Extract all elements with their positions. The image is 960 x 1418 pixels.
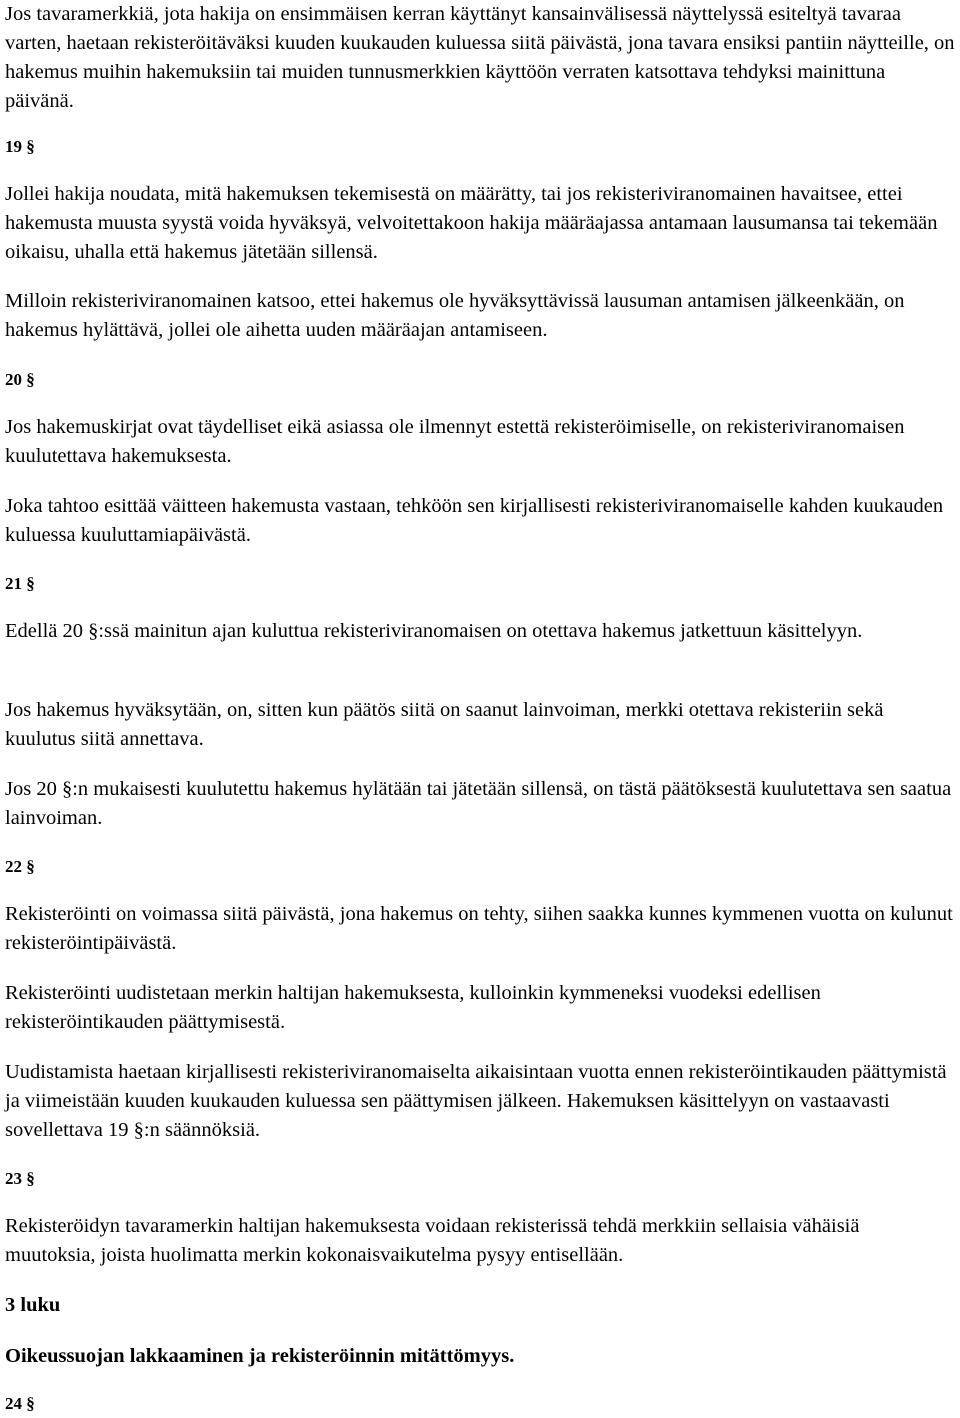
paragraph-22-1: Rekisteröinti on voimassa siitä päivästä, jona hakemus on tehty, siihen saakka kunnes kymmenen vuotta on kulunut rekisteröintipäivästä. xyxy=(5,903,953,954)
chapter-title: Oikeussuojan lakkaaminen ja rekisteröinnin mitättömyys. xyxy=(5,1345,515,1367)
paragraph-21-3: Jos 20 §:n mukaisesti kuulutettu hakemus hylätään tai jätetään sillensä, on tästä päätöksestä kuulutettava sen saatua lainvoiman. xyxy=(5,778,952,829)
chapter-number: 3 luku xyxy=(5,1294,61,1316)
paragraph-22-2: Rekisteröinti uudistetaan merkin haltijan hakemuksesta, kulloinkin kymmeneksi vuodeksi edellisen rekisteröintikauden päättymisestä. xyxy=(5,982,821,1033)
paragraph-21-1: Edellä 20 §:ssä mainitun ajan kuluttua rekisteriviranomaisen on otettava hakemus jatkettuun käsittelyyn. xyxy=(5,620,863,642)
section-heading-23: 23 § xyxy=(5,1169,35,1188)
paragraph-20-2: Joka tahtoo esittää väitteen hakemusta vastaan, tehköön sen kirjallisesti rekisteriviranomaiselle kahden kuukauden kuluessa kuuluttamiapäivästä. xyxy=(5,495,944,546)
paragraph-21-2: Jos hakemus hyväksytään, on, sitten kun päätös siitä on saanut lainvoiman, merkki otettava rekisteriin sekä kuulutus siitä annettava. xyxy=(5,699,884,750)
paragraph-19-1: Jollei hakija noudata, mitä hakemuksen tekemisestä on määrätty, tai jos rekisteriviranomainen havaitsee, ettei hakemusta muusta syystä voida hyväksyä, velvoitettakoon hakija määräajassa antamaan lausumansa tai tekemään oikaisu, uhalla että hakemus jätetään sillensä. xyxy=(5,183,938,263)
paragraph-22-3: Uudistamista haetaan kirjallisesti rekisteriviranomaiselta aikaisintaan vuotta ennen rekisteröintikauden päättymistä ja viimeistään kuuden kuukauden kuluessa sen päättymisen jälkeen. Hakemuksen käsittelyyn on vastaavasti sovellettava 19 §:n säännöksiä. xyxy=(5,1061,947,1141)
paragraph-intro: Jos tavaramerkkiä, jota hakija on ensimmäisen kerran käyttänyt kansainvälisessä näyttelyssä esiteltyä tavaraa varten, haetaan rekisteröitäväksi kuuden kuukauden kuluessa siitä päivästä, jona tavara ensiksi pantiin näytteille, on hakemus muihin hakemuksiin tai muiden tunnusmerkkien käyttöön verraten katsottava tehdyksi mainittuna päivänä. xyxy=(5,3,955,112)
paragraph-20-1: Jos hakemuskirjat ovat täydelliset eikä asiassa ole ilmennyt estettä rekisteröimiselle, on rekisteriviranomaisen kuulutettava hakemuksesta. xyxy=(5,416,905,467)
paragraph-19-2: Milloin rekisteriviranomainen katsoo, ettei hakemus ole hyväksyttävissä lausuman antamisen jälkeenkään, on hakemus hylättävä, jollei ole aihetta uuden määräajan antamiseen. xyxy=(5,290,905,341)
section-heading-19: 19 § xyxy=(5,137,35,156)
section-heading-22: 22 § xyxy=(5,857,35,876)
section-heading-20: 20 § xyxy=(5,370,35,389)
section-heading-21: 21 § xyxy=(5,574,35,593)
paragraph-23-1: Rekisteröidyn tavaramerkin haltijan hakemuksesta voidaan rekisterissä tehdä merkkiin sellaisia vähäisiä muutoksia, joista huolimatta merkin kokonaisvaikutelma pysyy entisellään. xyxy=(5,1215,860,1266)
section-heading-24: 24 § xyxy=(5,1394,35,1413)
